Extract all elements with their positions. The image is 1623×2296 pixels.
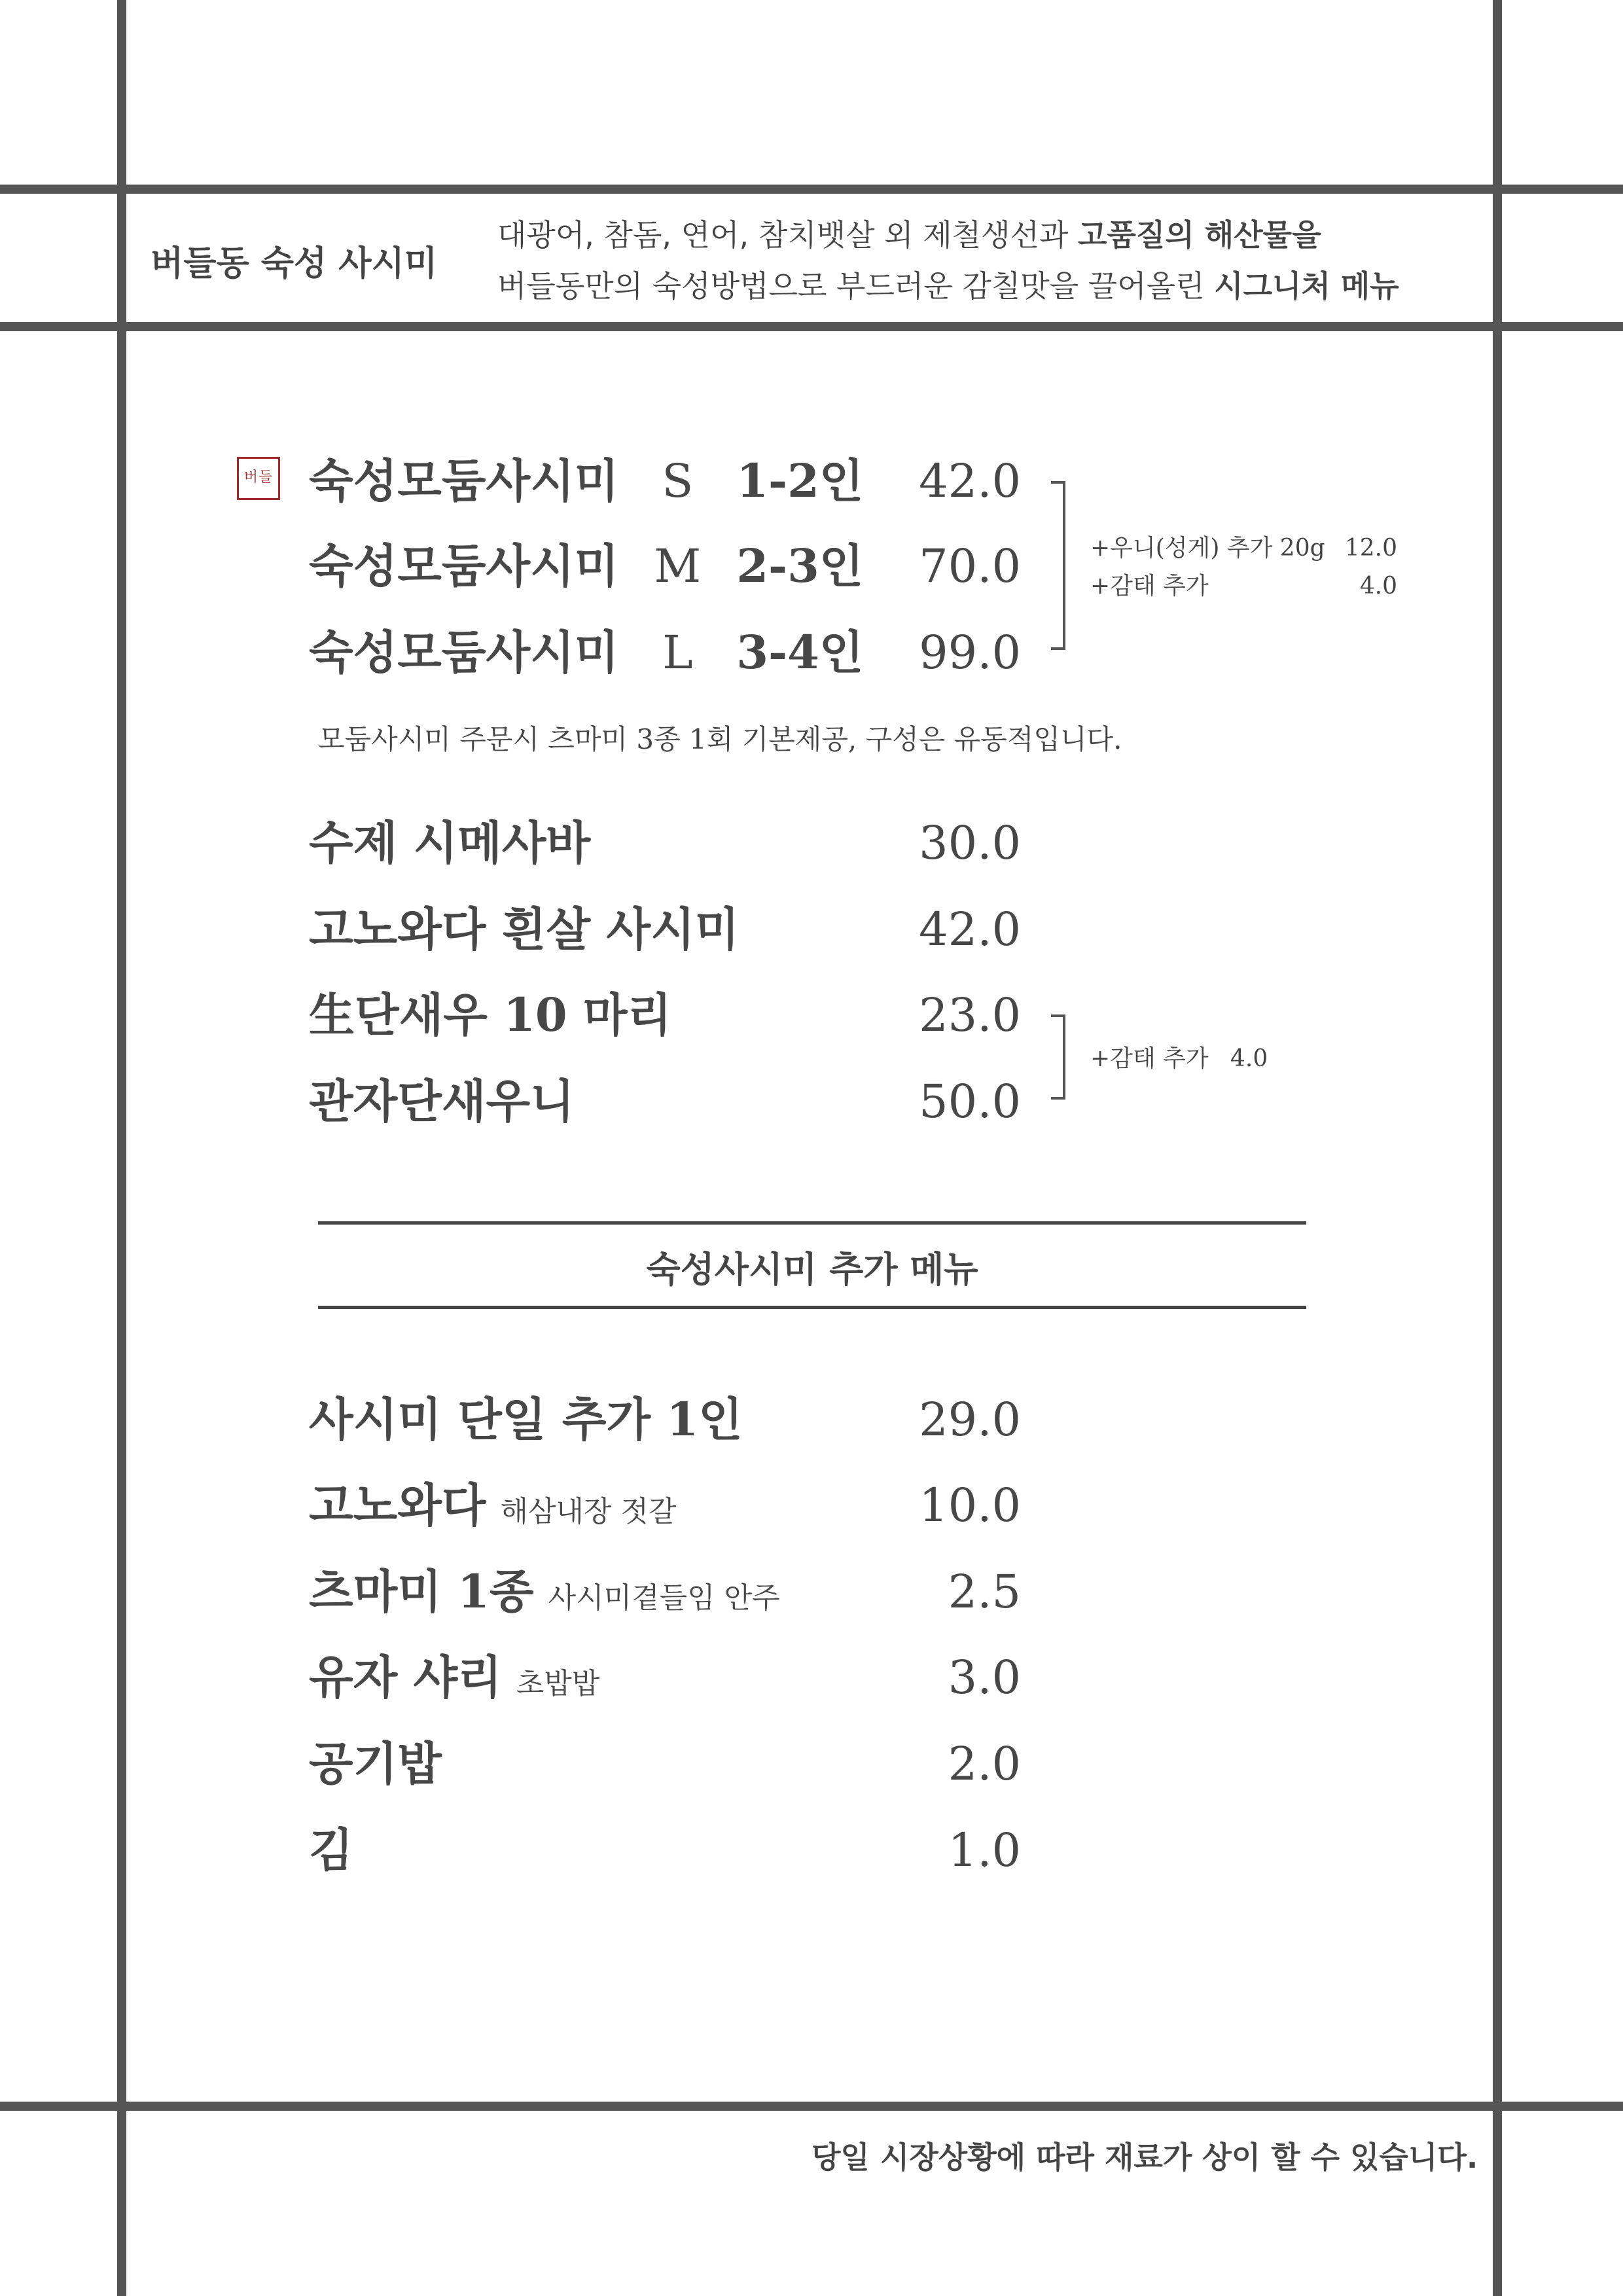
addon-uni-price: 12.0 bbox=[1344, 535, 1397, 562]
extra-item-tsumami: 츠마미 1종 사시미곁들임 안주 bbox=[309, 1564, 780, 1619]
description-line-1: 대광어, 참돔, 연어, 참치뱃살 외 제철생선과 고품질의 해산물을 bbox=[497, 217, 1321, 253]
extra-item-konowata: 고노와다 해삼내장 젓갈 bbox=[309, 1478, 677, 1532]
extra-item-rice: 공기밥 bbox=[309, 1736, 442, 1791]
price-assorted-s: 42.0 bbox=[919, 454, 1021, 508]
price-sweet-shrimp: 23.0 bbox=[919, 988, 1021, 1042]
red-seal-stamp-icon: 버들 bbox=[237, 457, 280, 500]
addon-uni-label: +우니(성게) 추가 20g bbox=[1090, 535, 1325, 562]
price-shimesaba: 30.0 bbox=[919, 816, 1021, 870]
addon-gamtae-price: 4.0 bbox=[1359, 573, 1397, 600]
frame-line-header-top bbox=[0, 185, 1623, 194]
extra-item-gim: 김 bbox=[309, 1823, 353, 1877]
section-rule-top bbox=[318, 1221, 1306, 1225]
price-assorted-m: 70.0 bbox=[919, 539, 1021, 593]
description-line-2: 버들동만의 숙성방법으로 부드러운 감칠맛을 끌어올린 시그니처 메뉴 bbox=[497, 268, 1399, 304]
menu-item-assorted-s: 숙성모둠사시미 S 1-2인 bbox=[309, 454, 864, 508]
addon-bracket-singles bbox=[1051, 1014, 1065, 1100]
menu-title: 버들동 숙성 사시미 bbox=[151, 244, 438, 283]
extra-section-title: 숙성사시미 추가 메뉴 bbox=[646, 1248, 978, 1290]
extra-item-single-sashimi: 사시미 단일 추가 1인 bbox=[309, 1392, 743, 1446]
addon-gamtae-label: +감태 추가 bbox=[1090, 573, 1209, 600]
price-yuzu-shari: 3.0 bbox=[948, 1651, 1021, 1704]
frame-line-right bbox=[1493, 0, 1502, 2296]
price-single-sashimi: 29.0 bbox=[919, 1393, 1021, 1446]
menu-item-sweet-shrimp: 生단새우 10 마리 bbox=[309, 988, 672, 1042]
price-tsumami: 2.5 bbox=[948, 1565, 1021, 1619]
price-gim: 1.0 bbox=[948, 1823, 1021, 1877]
assorted-note: 모둠사시미 주문시 츠마미 3종 1회 기본제공, 구성은 유동적입니다. bbox=[318, 723, 1122, 755]
frame-line-footer-top bbox=[0, 2102, 1623, 2111]
section-rule-bottom bbox=[318, 1306, 1306, 1309]
addon-gamtae-singles-price: 4.0 bbox=[1230, 1045, 1268, 1072]
menu-item-konowata-sashimi: 고노와다 흰살 사시미 bbox=[309, 902, 740, 956]
addon-bracket-assorted bbox=[1051, 481, 1065, 650]
menu-item-assorted-m: 숙성모둠사시미 M 2-3인 bbox=[309, 539, 864, 593]
price-konowata: 10.0 bbox=[919, 1479, 1021, 1532]
price-rice: 2.0 bbox=[948, 1737, 1021, 1791]
addon-gamtae-singles-label: +감태 추가 bbox=[1090, 1045, 1209, 1072]
footer-note: 당일 시장상황에 따라 재료가 상이 할 수 있습니다. bbox=[812, 2140, 1478, 2175]
price-scallop-shrimp-uni: 50.0 bbox=[919, 1075, 1021, 1128]
menu-description bbox=[497, 209, 1399, 312]
price-assorted-l: 99.0 bbox=[919, 626, 1021, 679]
menu-item-shimesaba: 수제 시메사바 bbox=[309, 816, 591, 870]
menu-item-scallop-shrimp-uni: 관자단새우니 bbox=[309, 1074, 575, 1128]
price-konowata-sashimi: 42.0 bbox=[919, 903, 1021, 956]
menu-item-assorted-l: 숙성모둠사시미 L 3-4인 bbox=[309, 625, 864, 679]
frame-line-left bbox=[117, 0, 126, 2296]
frame-line-header-bottom bbox=[0, 322, 1623, 331]
extra-item-yuzu-shari: 유자 샤리 초밥밥 bbox=[309, 1650, 600, 1704]
